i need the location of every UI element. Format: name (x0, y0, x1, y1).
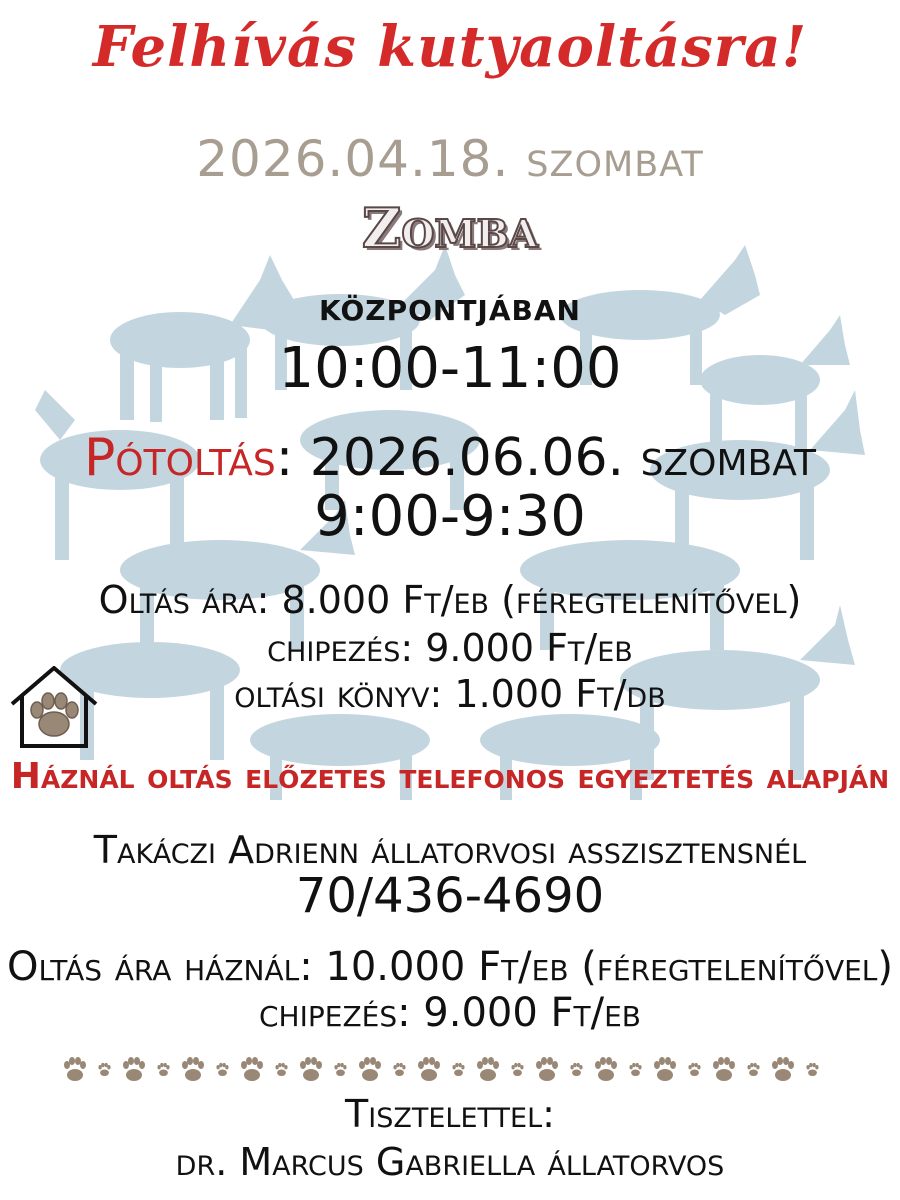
home-vaccine-price: Oltás ára háznál: 10.000 Ft/eb (féregtelenítővel) (6, 944, 894, 990)
paw-print-icon (536, 1057, 558, 1081)
paw-print-icon (64, 1057, 86, 1081)
paw-print-icon (477, 1057, 499, 1081)
makeup-date: : 2026.06.06. szombat (275, 428, 817, 488)
paw-print-icon (511, 1063, 523, 1076)
paw-print-icon (123, 1057, 145, 1081)
chip-price: chipezés: 9.000 Ft/eb (267, 626, 633, 670)
home-chip-price: chipezés: 9.000 Ft/eb (259, 990, 641, 1036)
paw-print-icon (182, 1057, 204, 1081)
signature: dr. Marcus Gabriella állatorvos (175, 1140, 725, 1184)
paw-print-icon (241, 1057, 263, 1081)
paw-print-icon (157, 1063, 169, 1076)
makeup-label: Pótoltás (83, 428, 276, 488)
paw-print-icon (334, 1063, 346, 1076)
paw-print-divider (60, 1050, 840, 1090)
paw-print-icon (98, 1063, 110, 1076)
assistant-name: Takáczi Adrienn állatorvosi asszisztensnél (93, 828, 807, 872)
paw-print-icon (570, 1063, 582, 1076)
paw-print-icon (393, 1063, 405, 1076)
town-name: Zomba (361, 196, 539, 260)
event-time: 10:00-11:00 (278, 336, 622, 401)
paw-print-icon (216, 1063, 228, 1076)
paw-print-icon (654, 1057, 676, 1081)
paw-print-icon (806, 1063, 818, 1076)
paw-print-icon (747, 1063, 759, 1076)
paw-print-icon (772, 1057, 794, 1081)
event-date: 2026.04.18. szombat (196, 130, 704, 188)
regards: Tisztelettel: (345, 1092, 555, 1136)
paw-print-icon (688, 1063, 700, 1076)
paw-print-icon (275, 1063, 287, 1076)
vaccine-price: Oltás ára: 8.000 Ft/eb (féregtelenítővel) (98, 578, 802, 622)
paw-print-icon (713, 1057, 735, 1081)
poster-title: Felhívás kutyaoltásra! (92, 14, 808, 80)
event-location: központjában (319, 284, 581, 330)
makeup-line (0, 428, 900, 488)
paw-print-icon (595, 1057, 617, 1081)
book-price: oltási könyv: 1.000 Ft/db (234, 672, 666, 716)
paw-print-icon (300, 1057, 322, 1081)
house-paw-icon (8, 662, 100, 750)
paw-print-icon (629, 1063, 641, 1076)
makeup-time: 9:00-9:30 (314, 484, 586, 549)
paw-print-icon (452, 1063, 464, 1076)
paw-print-icon (359, 1057, 381, 1081)
paw-print-icon (418, 1057, 440, 1081)
home-vaccination-notice: Háznál oltás előzetes telefonos egyeztetés alapján (10, 756, 890, 797)
phone-number: 70/436-4690 (295, 868, 605, 924)
